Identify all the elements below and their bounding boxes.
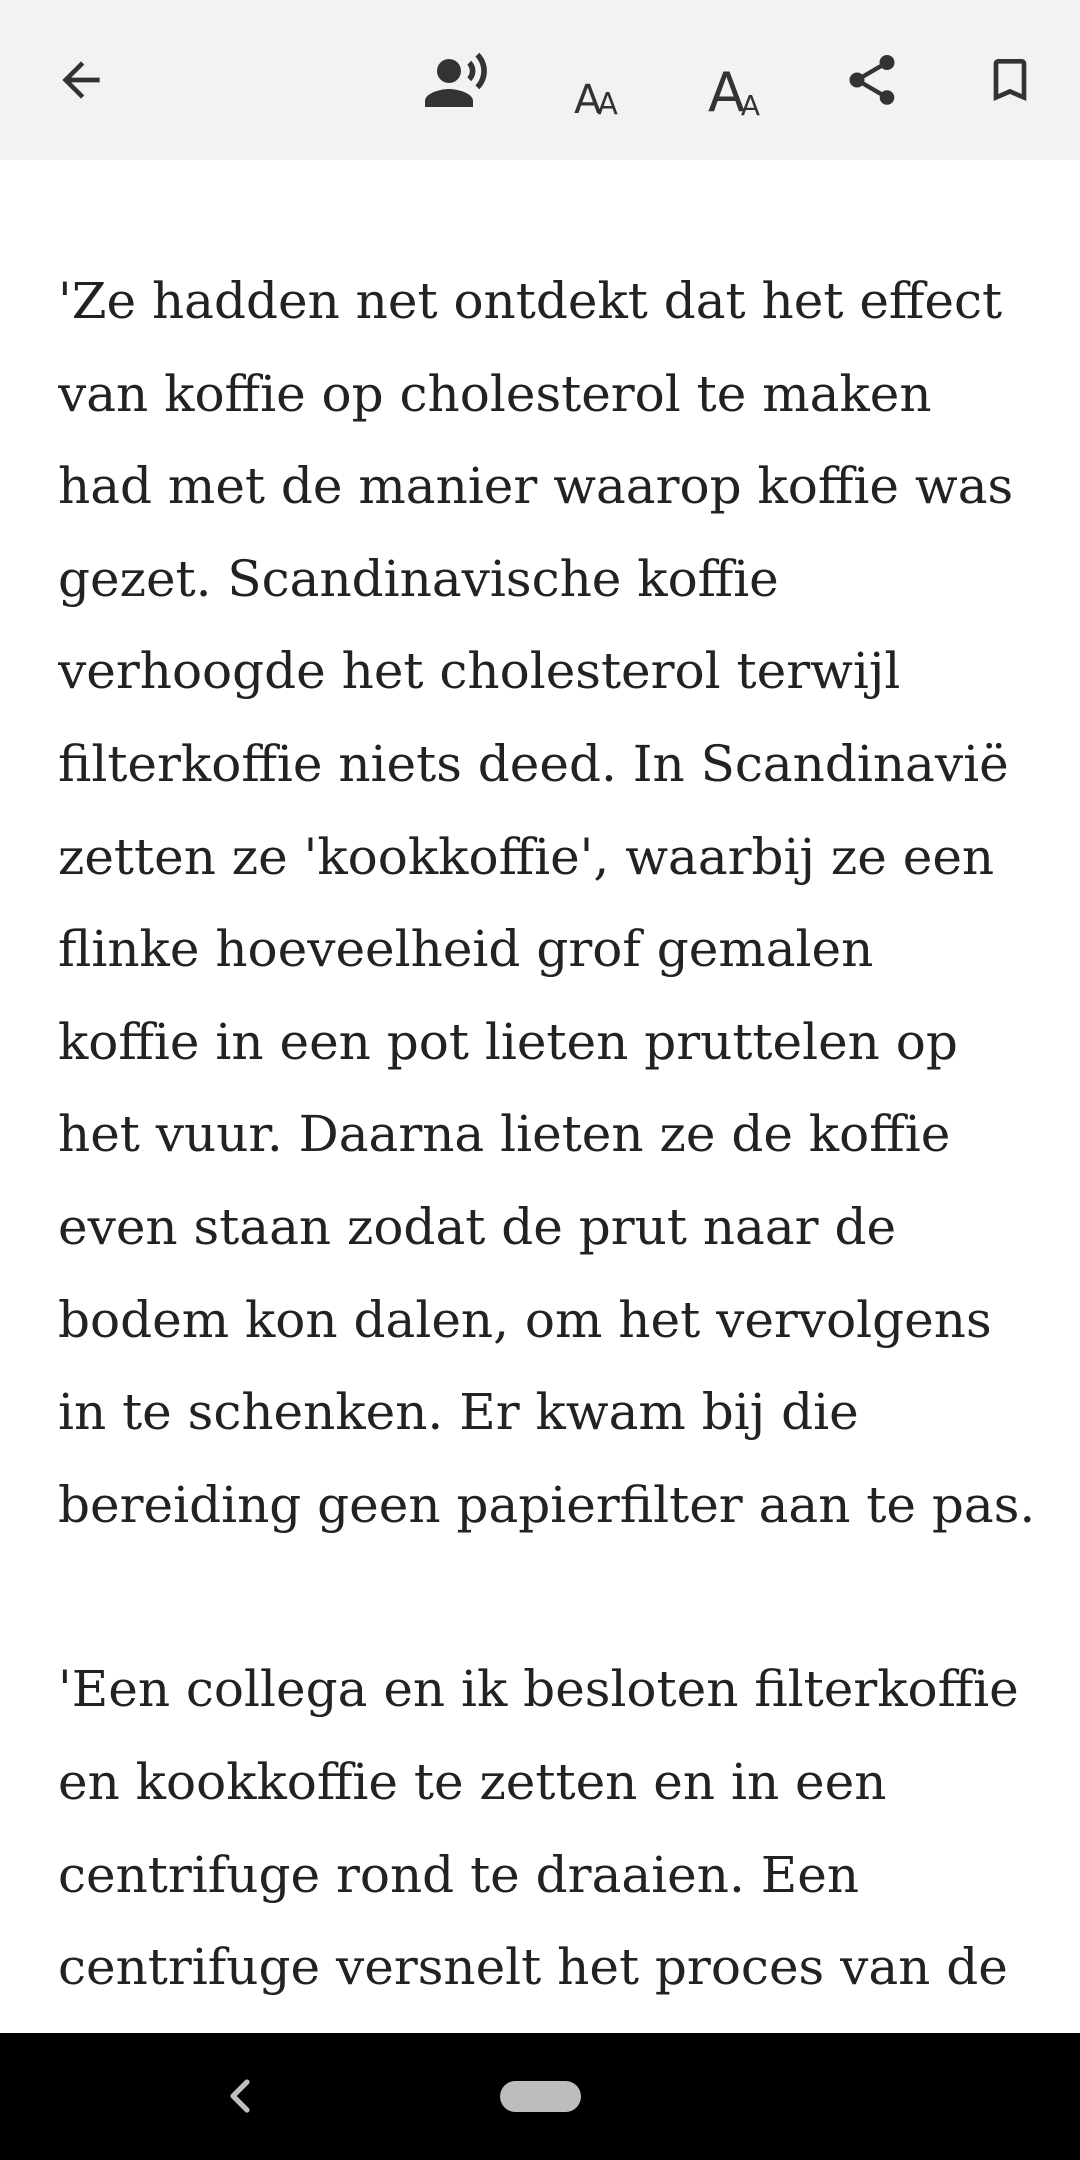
text-size-increase-button[interactable] (694, 40, 774, 124)
text-line: het vuur. Daarna lieten ze de koffie (58, 1105, 951, 1164)
text-line: centrifuge versnelt het proces van de (58, 1938, 1008, 1997)
text-line: had met de manier waarop koffie was (58, 457, 1014, 516)
arrow-left-icon (53, 52, 109, 108)
reader-toolbar (0, 0, 1080, 160)
text-line: van koffie op cholesterol te maken (58, 364, 932, 423)
article-body (58, 255, 1058, 2030)
text-line: bereiding geen papierfilter aan te pas. (58, 1475, 1036, 1534)
article-paragraph (58, 1643, 1058, 2013)
bookmark-icon (982, 52, 1038, 108)
text-line: gezet. Scandinavische koffie (58, 549, 779, 608)
bookmark-button[interactable] (970, 40, 1050, 120)
share-button[interactable] (832, 40, 912, 120)
share-icon (842, 50, 902, 110)
read-aloud-button[interactable] (418, 40, 498, 120)
text-line: even staan zodat de prut naar de (58, 1197, 897, 1256)
text-line: bodem kon dalen, om het vervolgens (58, 1290, 992, 1349)
speaker-person-icon (422, 44, 494, 116)
text-line: in te schenken. Er kwam bij die (58, 1383, 859, 1442)
text-line: verhoogde het cholesterol terwijl (58, 642, 901, 701)
text-size-decrease-icon: A A (574, 77, 618, 123)
text-line: centrifuge rond te draaien. Een (58, 1845, 860, 1904)
text-line: 'Ze hadden net ontdekt dat het effect (58, 272, 1003, 330)
home-pill-icon[interactable] (500, 2081, 581, 2112)
system-back-button[interactable] (210, 2063, 270, 2129)
back-button[interactable] (41, 40, 121, 120)
text-line: filterkoffie niets deed. In Scandinavië (58, 734, 1009, 793)
system-navigation-bar (0, 2033, 1080, 2160)
text-size-decrease-button[interactable] (556, 40, 636, 123)
text-line: zetten ze 'kookkoffie', waarbij ze een (58, 827, 995, 886)
article-paragraph (58, 255, 1058, 1551)
text-line: koffie in een pot lieten pruttelen op (58, 1012, 958, 1071)
text-line: en kookkoffie te zetten en in een (58, 1752, 887, 1811)
text-line: 'Een collega en ik besloten filterkoffie (58, 1660, 1019, 1719)
text-size-increase-icon: A A (707, 61, 761, 124)
chevron-left-icon (223, 2076, 257, 2116)
text-line: flinke hoeveelheid grof gemalen (58, 920, 874, 979)
